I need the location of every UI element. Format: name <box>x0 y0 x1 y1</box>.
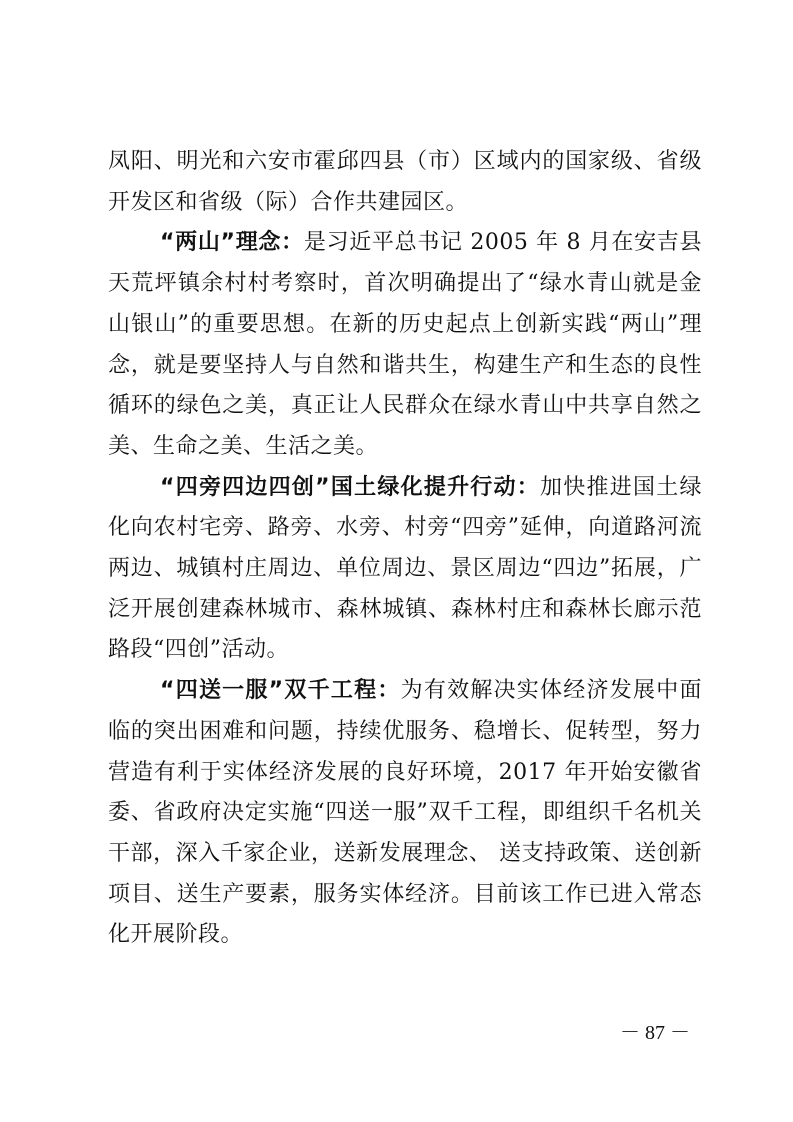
paragraph-sipang <box>108 468 702 672</box>
paragraph-liangshan <box>108 223 702 467</box>
paragraph-text: 凤阳、明光和六安市霍邱四县（市）区域内的国家级、省级开发区和省级（际）合作共建园区。 <box>108 149 702 215</box>
paragraph-sisong <box>108 671 702 956</box>
paragraph-text: 是习近平总书记 2005 年 8 月在安吉县天荒坪镇余村村考察时，首次明确提出了“绿水青山就是金山银山”的重要思想。在新的历史起点上创新实践“两山”理念，就是要坚持人与自然和谐共生，构建生产和生态的良性循环的绿色之美，真正让人民群众在绿水青山中共享自然之美、生命之美、生活之美。 <box>108 230 702 459</box>
paragraph-continuation <box>108 142 702 223</box>
term-heading: “两山”理念： <box>160 230 304 256</box>
page-number: － 87 － <box>620 1022 690 1044</box>
paragraph-text: 为有效解决实体经济发展中面临的突出困难和问题，持续优服务、稳增长、促转型，努力营造有利于实体经济发展的良好环境，2017 年开始安徽省委、省政府决定实施“四送一服”双千工程，即组织千名机关干部，深入千家企业，送新发展理念、 送支持政策、送创新项目、送生产要素，服务实体经济。目前该工作已进入常态化开展阶段。 <box>108 678 702 948</box>
paragraph-text: 加快推进国土绿化向农村宅旁、路旁、水旁、村旁“四旁”延伸，向道路河流两边、城镇村庄周边、单位周边、景区周边“四边”拓展，广泛开展创建森林城市、森林城镇、森林村庄和森林长廊示范路段“四创”活动。 <box>108 474 702 663</box>
document-body <box>108 142 702 956</box>
term-heading: “四送一服”双千工程： <box>160 678 401 704</box>
term-heading: “四旁四边四创”国土绿化提升行动： <box>160 474 541 500</box>
